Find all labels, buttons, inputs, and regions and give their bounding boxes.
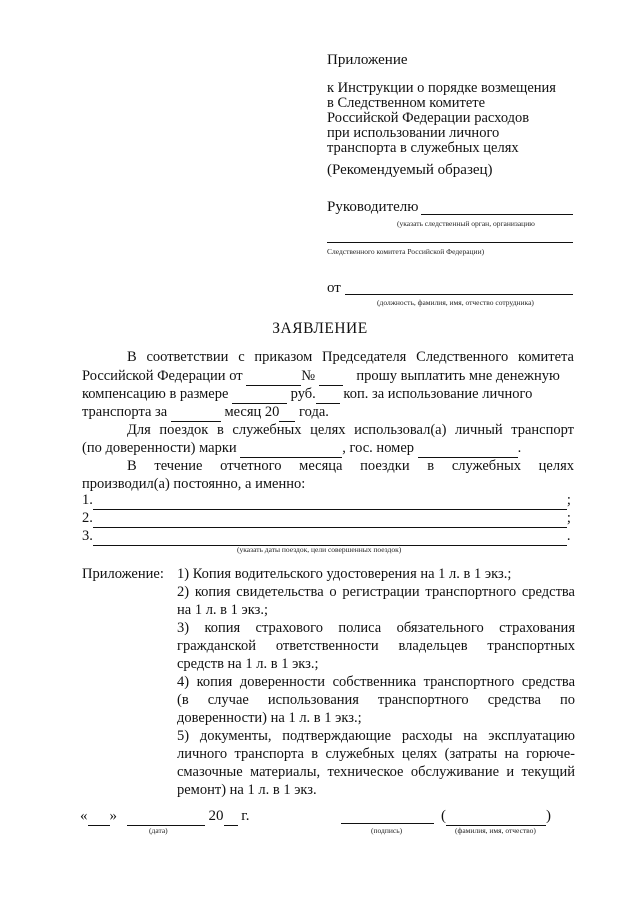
instruction-line-5: транспорта в служебных целях bbox=[327, 140, 519, 156]
month-field[interactable] bbox=[171, 404, 221, 422]
body-line-4-text-a: транспорта за bbox=[82, 404, 168, 420]
day-field[interactable] bbox=[88, 808, 110, 826]
year-field[interactable] bbox=[279, 404, 295, 422]
instruction-line-4: при использовании личного bbox=[327, 125, 500, 141]
body-line-3-text-a: компенсацию в размере bbox=[82, 386, 229, 402]
body-line-3 bbox=[82, 386, 532, 404]
appendix-label: Приложение bbox=[327, 52, 408, 68]
body-line-2-number-sign: № bbox=[301, 368, 316, 384]
full-name-hint: (фамилия, имя, отчество) bbox=[455, 826, 536, 835]
head-field[interactable] bbox=[421, 214, 573, 215]
instruction-line-1: к Инструкции о порядке возмещения bbox=[327, 80, 556, 96]
trip-field-2[interactable] bbox=[93, 510, 567, 528]
trip-number-2: 2. bbox=[82, 510, 93, 526]
from-hint: (должность, фамилия, имя, отчество сотрудника) bbox=[377, 298, 534, 307]
attachment-5-line-4: ремонт) на 1 л. в 1 экз. bbox=[177, 782, 317, 798]
trip-field-3[interactable] bbox=[93, 528, 567, 546]
body-line-5: Для поездок в служебных целях использовал(а) личный транспорт bbox=[127, 422, 574, 438]
car-brand-field[interactable] bbox=[240, 440, 342, 458]
trip-end-2: ; bbox=[566, 510, 571, 526]
body-line-7: В течение отчетного месяца поездки в служебных целях bbox=[127, 458, 574, 474]
car-plate-field[interactable] bbox=[418, 440, 518, 458]
trip-end-1: ; bbox=[566, 492, 571, 508]
body-line-6-text-c: . bbox=[517, 440, 522, 456]
body-line-2 bbox=[82, 368, 560, 386]
month-name-field[interactable] bbox=[127, 808, 205, 826]
attachment-3-line-3: средств на 1 л. в 1 экз.; bbox=[177, 656, 319, 672]
body-line-3-text-c: коп. за использование личного bbox=[343, 386, 533, 402]
committee-hint: Следственного комитета Российской Федерации) bbox=[327, 247, 485, 256]
attachment-4-line-1: 4) копия доверенности собственника транспортного средства bbox=[177, 674, 575, 690]
body-line-6 bbox=[82, 440, 521, 458]
body-line-1: В соответствии с приказом Председателя Следственного комитета bbox=[127, 349, 574, 365]
amount-rub-field[interactable] bbox=[232, 386, 287, 404]
trip-line-2 bbox=[82, 510, 571, 528]
full-name-field[interactable] bbox=[446, 808, 546, 826]
date-year-suffix: г. bbox=[241, 808, 250, 824]
attachment-1-line-1: 1) Копия водительского удостоверения на 1 л. в 1 экз.; bbox=[177, 566, 512, 582]
body-line-4 bbox=[82, 404, 329, 422]
date-year-prefix: 20 bbox=[208, 808, 224, 824]
attachment-3-line-1: 3) копия страхового полиса обязательного страхования bbox=[177, 620, 575, 636]
trip-field-1[interactable] bbox=[93, 492, 567, 510]
trip-line-1 bbox=[82, 492, 571, 510]
body-line-6-text-a: (по доверенности) марки bbox=[82, 440, 237, 456]
signature-hint: (подпись) bbox=[371, 826, 403, 835]
attachments-label: Приложение: bbox=[82, 566, 164, 582]
instruction-line-3: Российской Федерации расходов bbox=[327, 110, 530, 126]
attachment-5-line-3: смазочные материалы, техническое обслуживание и текущий bbox=[177, 764, 575, 780]
body-line-2-text-a: Российской Федерации от bbox=[82, 368, 243, 384]
attachment-2-line-1: 2) копия свидетельства о регистрации транспортного средства bbox=[177, 584, 575, 600]
head-label: Руководителю bbox=[327, 199, 419, 215]
trip-number-3: 3. bbox=[82, 528, 93, 544]
attachment-4-line-2: (в случае использования транспортного средства по bbox=[177, 692, 575, 708]
trip-number-1: 1. bbox=[82, 492, 93, 508]
trips-hint: (указать даты поездок, цели совершенных поездок) bbox=[237, 545, 402, 554]
date-close-quote: » bbox=[109, 808, 117, 824]
head-hint: (указать следственный орган, организацию bbox=[397, 219, 535, 228]
from-field[interactable] bbox=[345, 294, 573, 295]
name-close-paren: ) bbox=[546, 808, 551, 824]
signature-field[interactable] bbox=[341, 823, 434, 824]
body-line-4-text-b: месяц 20 bbox=[224, 404, 280, 420]
committee-field[interactable] bbox=[327, 242, 573, 243]
attachment-3-line-2: гражданской ответственности владельцев транспортных bbox=[177, 638, 575, 654]
date-hint: (дата) bbox=[149, 826, 168, 835]
attachment-5-line-2: личного транспорта в служебных целях (затраты на горюче- bbox=[177, 746, 575, 762]
body-line-4-text-c: года. bbox=[299, 404, 329, 420]
date-block bbox=[80, 808, 249, 826]
body-line-3-rub: руб. bbox=[290, 386, 316, 402]
order-number-field[interactable] bbox=[319, 368, 343, 386]
name-open-paren: ( bbox=[441, 808, 446, 824]
body-line-6-text-b: , гос. номер bbox=[342, 440, 415, 456]
trip-line-3 bbox=[82, 528, 571, 546]
order-date-field[interactable] bbox=[246, 368, 301, 386]
date-year-field[interactable] bbox=[224, 808, 238, 826]
date-open-quote: « bbox=[80, 808, 88, 824]
body-line-2-text-c: прошу выплатить мне денежную bbox=[356, 368, 560, 384]
attachment-5-line-1: 5) документы, подтверждающие расходы на эксплуатацию bbox=[177, 728, 575, 744]
sample-note: (Рекомендуемый образец) bbox=[327, 162, 493, 178]
document-title: ЗАЯВЛЕНИЕ bbox=[272, 320, 368, 337]
body-line-8: производил(а) постоянно, а именно: bbox=[82, 476, 306, 492]
from-label: от bbox=[327, 280, 341, 296]
trip-end-3: . bbox=[566, 528, 571, 544]
amount-kop-field[interactable] bbox=[316, 386, 340, 404]
attachment-4-line-3: доверенности) на 1 л. в 1 экз.; bbox=[177, 710, 362, 726]
instruction-line-2: в Следственном комитете bbox=[327, 95, 486, 111]
attachment-2-line-2: на 1 л. в 1 экз.; bbox=[177, 602, 268, 618]
name-block bbox=[441, 808, 551, 826]
